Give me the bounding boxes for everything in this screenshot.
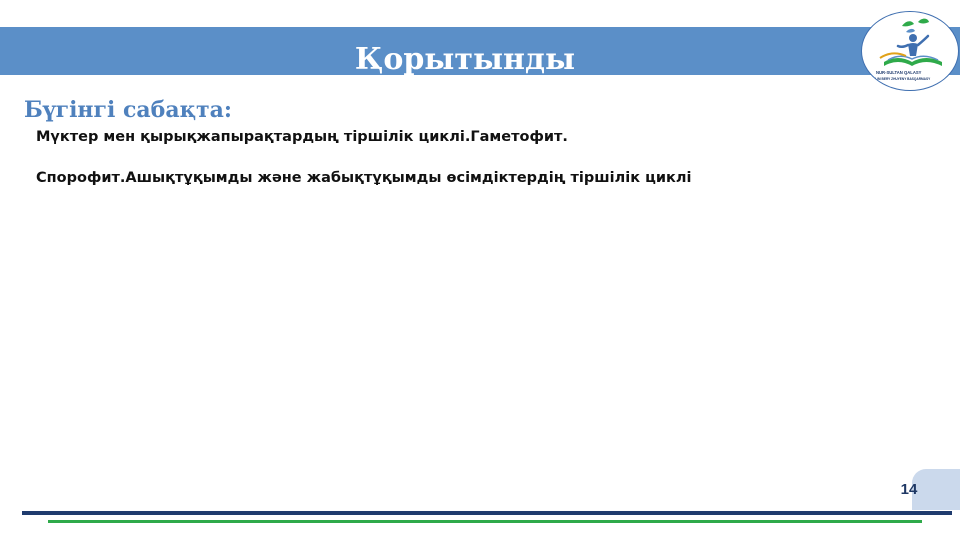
body-line: Спорофит.Ашықтұқымды және жабықтұқымды өсімдіктердің тіршілік циклі [36, 170, 692, 186]
svg-text:BILIM BERY ZHUYENY BASQARMASY: BILIM BERY ZHUYENY BASQARMASY [872, 77, 931, 81]
school-emblem-icon [861, 11, 959, 91]
slide-title: Қорытынды [354, 42, 576, 77]
svg-text:NUR-SULTAN QALASY: NUR-SULTAN QALASY [876, 70, 922, 75]
page-number: 14 [900, 481, 918, 498]
footer-rule-navy [22, 511, 952, 515]
body-line: Мүктер мен қырықжапырақтардың тіршілік циклі.Гаметофит. [36, 129, 568, 145]
section-subtitle: Бүгінгі сабақта: [24, 97, 232, 123]
footer-rule-green [48, 520, 922, 523]
